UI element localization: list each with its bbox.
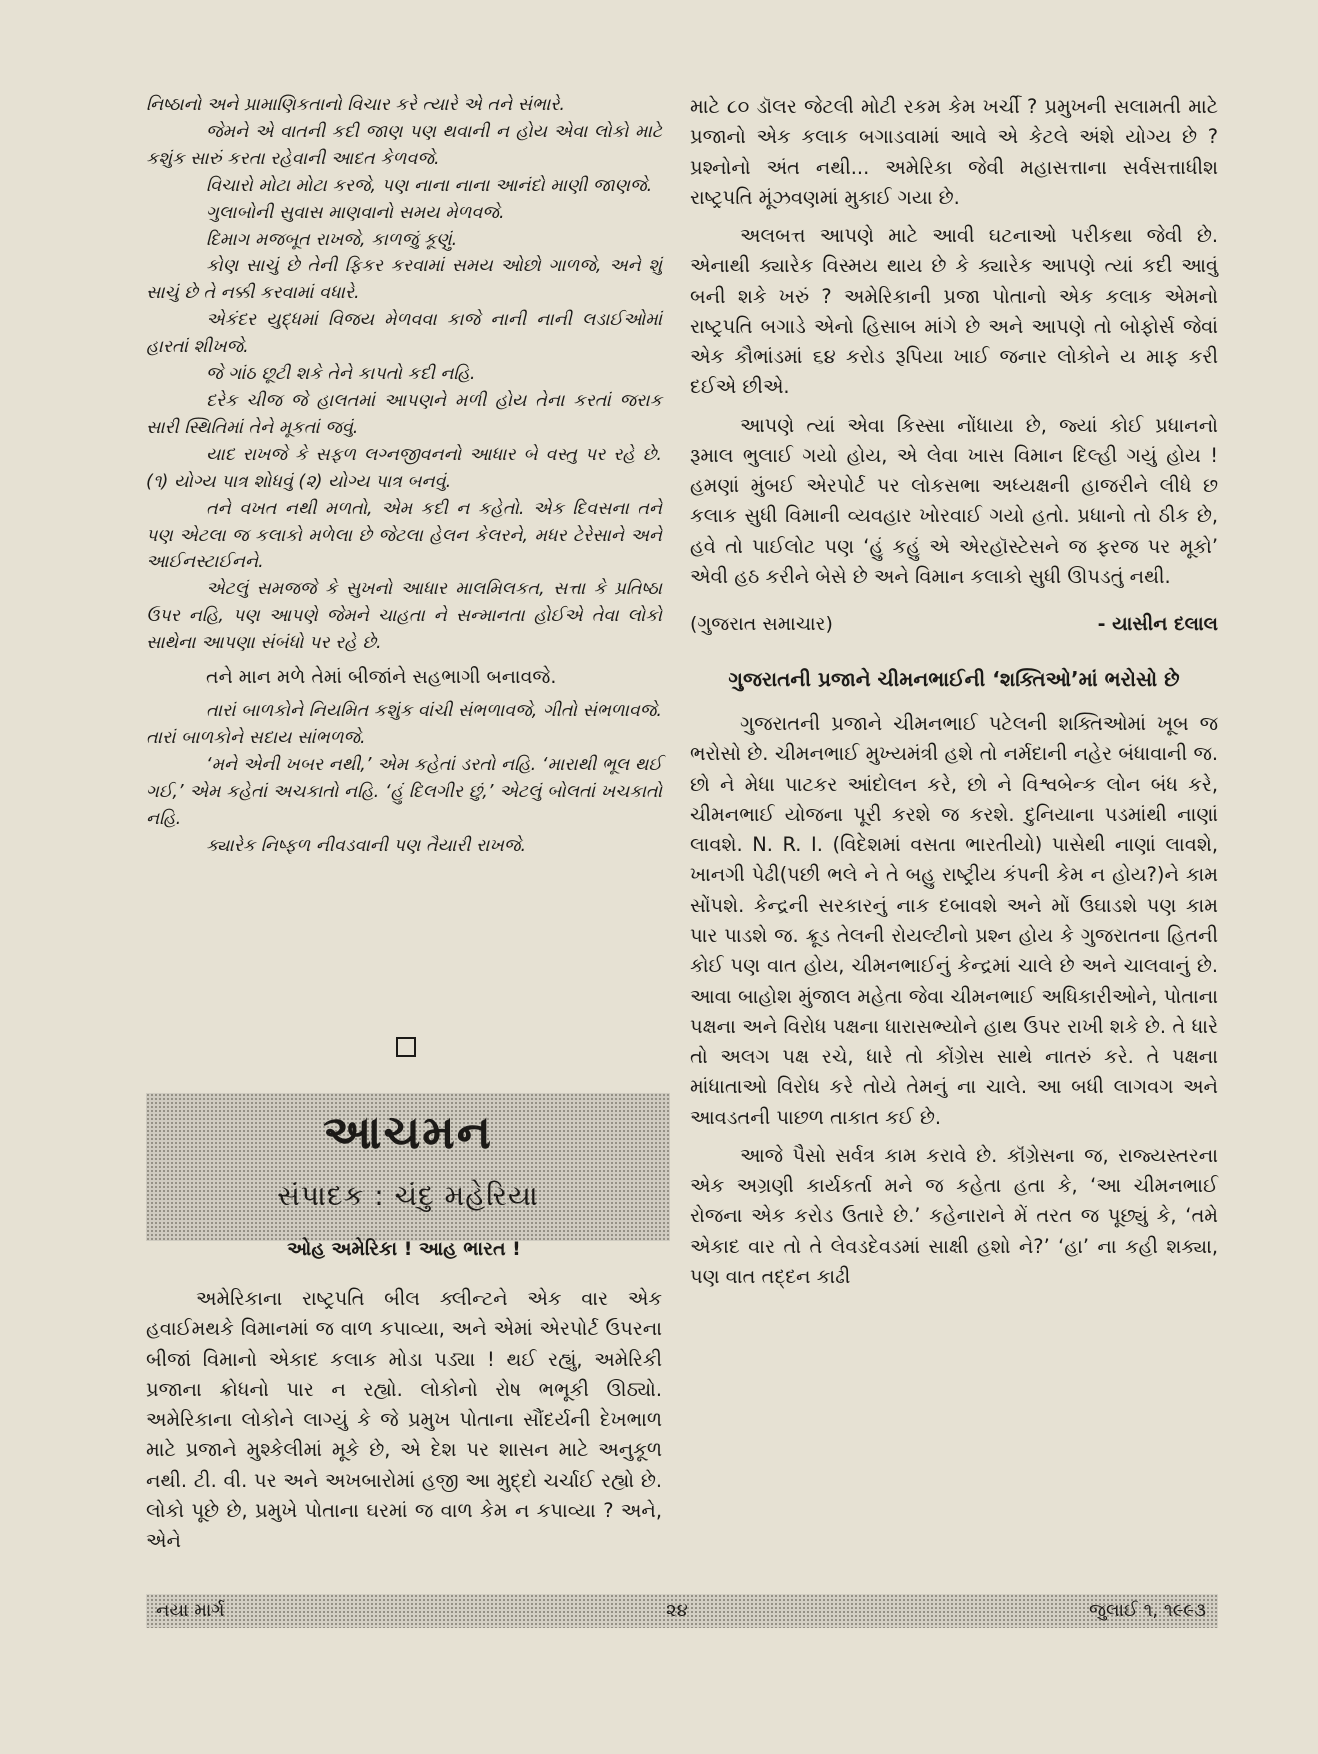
banner-title: આચમન bbox=[322, 1105, 494, 1159]
quote-line: તને વખત નથી મળતો, એમ કદી ન કહેતો. એક દિવસના તને પણ એટલા જ કલાકો મળેલા છે જેટલા હેલન કેલરને, મધર ટેરેસાને અને આઈનસ્ટાઈનને. bbox=[146, 498, 662, 573]
article-paragraph: આજે પૈસો સર્વત્ર કામ કરાવે છે. કૉંગ્રેસના જ, રાજ્યસ્તરના એક અગ્રણી કાર્યકર્તા મને જ કહેતા હતા કે, ‘આ ચીમનભાઈ રોજના એક કરોડ ઉતારે છે.’ કહેનારાને મેં તરત જ પૂછ્યું કે, ‘તમે એકાદ વાર તો તે લેવડદેવડમાં સાક્ષી હશો ને?’ ‘હા’ ના કહી શક્યા, પણ વાત તદ્દન કાઢી bbox=[690, 1143, 1218, 1288]
quote-line: એટલું સમજજે કે સુખનો આધાર માલમિલકત, સત્તા કે પ્રતિષ્ઠા ઉપર નહિ, પણ આપણે જેમને ચાહતા ને સન્માનતા હોઈએ તેવા લોકો સાથેના આપણા સંબંધો પર રહે છે. bbox=[146, 579, 662, 654]
article-paragraph: ગુજરાતની પ્રજાને ચીમનભાઈ પટેલની શક્તિઓમાં ખૂબ જ ભરોસો છે. ચીમનભાઈ મુખ્યમંત્રી હશે તો નર્મદાની નહેર બંધાવાની જ. છો ને મેધા પાટકર આંદોલન કરે, છો ને વિશ્વબેન્ક લોન બંધ કરે, ચીમનભાઈ યોજના પૂરી કરશે જ કરશે. દુનિયાના પડમાંથી નાણાં લાવશે. N. R. I. (વિદેશમાં વસતા ભારતીયો) પાસેથી નાણાં લાવશે, ખાનગી પેઢી(પછી ભલે ને તે બહુ રાષ્ટ્રીય કંપની કેમ ન હોય?)ને કામ સોંપશે. કેન્દ્રની સરકારનું નાક દબાવશે અને મોં ઉઘાડશે પણ કામ પાર પાડશે જ. ક્રૂડ તેલની રોયલ્ટીનો પ્રશ્ન હોય કે ગુજરાતના હિતની કોઈ પણ વાત હોય, ચીમનભાઈનું કેન્દ્રમાં ચાલે છે અને ચાલવાનું છે. આવા બાહોશ મુંજાલ મહેતા જેવા ચીમનભાઈ અધિકારીઓને, પોતાના પક્ષના અને વિરોધ પક્ષના ધારાસભ્યોને હાથ ઉપર રાખી શકે છે. તે ધારે તો અલગ પક્ષ રચે, ધારે તો કોંગ્રેસ સાથે નાતરું કરે. તે પક્ષના માંધાતાઓ વિરોધ કરે તોયે તેમનું ના ચાલે. આ બધી લાગવગ અને આવડતની પાછળ તાકાત કઈ છે. bbox=[690, 712, 1218, 1129]
quote-line: વિચારો મોટા મોટા કરજે, પણ નાના નાના આનંદો માણી જાણજે. bbox=[206, 175, 653, 196]
quote-line: દરેક ચીજ જે હાલતમાં આપણને મળી હોય તેના કરતાં જરાક સારી સ્થિતિમાં તેને મૂકતાં જવું. bbox=[146, 390, 662, 438]
quote-line: યાદ રાખજે કે સફળ લગ્નજીવનનો આધાર બે વસ્તુ પર રહે છે. (૧) યોગ્ય પાત્ર શોધવું (૨) યોગ્ય પાત્ર બનવું. bbox=[146, 444, 662, 492]
source-label: (ગુજરાત સમાચાર) bbox=[690, 613, 833, 636]
quote-line: ‘મને એની ખબર નથી,’ એમ કહેતાં ડરતો નહિ. ‘મારાથી ભૂલ થઈ ગઈ,’ એમ કહેતાં અચકાતો નહિ. ‘હું દિલગીર છું,’ એટલું બોલતાં ખચકાતો નહિ. bbox=[146, 754, 662, 829]
quote-line: ક્યારેક નિષ્ફળ નીવડવાની પણ તૈયારી રાખજે. bbox=[206, 835, 527, 856]
quote-line-plain: તને માન મળે તેમાં બીજાંને સહભાગી બનાવજે. bbox=[206, 666, 557, 689]
article-heading: ઓહ અમેરિકા ! આહ ભારત ! bbox=[287, 1238, 521, 1260]
end-mark-icon bbox=[396, 1037, 416, 1057]
article-paragraph: આપણે ત્યાં એવા કિસ્સા નોંધાયા છે, જ્યાં કોઈ પ્રધાનનો રૂમાલ ભુલાઈ ગયો હોય, એ લેવા ખાસ વિમાન દિલ્હી ગયું હોય ! હમણાં મુંબઈ એરપોર્ટ પર લોકસભા અધ્યક્ષની હાજરીને લીધે છ કલાક સુધી વિમાની વ્યવહાર ખોરવાઈ ગયો હતો. પ્રધાનો તો ઠીક છે, હવે તો પાઈલોટ પણ ‘હું કહું એ એરહૉસ્ટેસને જ ફરજ પર મૂકો’ એવી હઠ કરીને બેસે છે અને વિમાન કલાકો સુધી ઊપડતું નથી. bbox=[690, 413, 1218, 588]
article-left-text bbox=[146, 1284, 662, 1564]
banner-subtitle: સંપાદક : ચંદુ મહેરિયા bbox=[277, 1179, 539, 1212]
author-name: - યાસીન દલાલ bbox=[1097, 613, 1218, 636]
source-row bbox=[690, 610, 1218, 639]
quote-line: જે ગાંઠ છૂટી શકે તેને કાપતો કદી નહિ. bbox=[206, 364, 476, 385]
magazine-name: નયા માર્ગ bbox=[156, 1600, 225, 1621]
article-paragraph: અમેરિકાના રાષ્ટ્રપતિ બીલ ક્લીન્ટને એક વાર એક હવાઈમથકે વિમાનમાં જ વાળ કપાવ્યા, અને એમાં એરપોર્ટ ઉપરના બીજાં વિમાનો એકાદ કલાક મોડા પડ્યા ! થઈ રહ્યું, અમેરિકી પ્રજાના ક્રોધનો પાર ન રહ્યો. લોકોનો રોષ ભભૂકી ઊઠ્યો. અમેરિકાના લોકોને લાગ્યું કે જે પ્રમુખ પોતાના સૌંદર્યની દેખભાળ માટે પ્રજાને મુશ્કેલીમાં મૂકે છે, એ દેશ પર શાસન માટે અનુકૂળ નથી. ટી. વી. પર અને અખબારોમાં હજી આ મુદ્દો ચર્ચાઈ રહ્યો છે. લોકો પૂછે છે, પ્રમુખે પોતાના ઘરમાં જ વાળ કેમ ન કપાવ્યા ? અને, એને bbox=[146, 1287, 662, 1553]
quote-line: જેમને એ વાતની કદી જાણ પણ થવાની ન હોય એવા લોકો માટે કશુંક સારું કરતા રહેવાની આદત કેળવજે. bbox=[146, 121, 662, 169]
article-paragraph: અલબત્ત આપણે માટે આવી ઘટનાઓ પરીકથા જેવી છે. એનાથી ક્યારેક વિસ્મય થાય છે કે ક્યારેક આપણે ત્યાં કદી આવું બની શકે ખરું ? અમેરિકાની પ્રજા પોતાનો એક કલાક એમનો રાષ્ટ્રપતિ બગાડે એનો હિસાબ માંગે છે અને આપણે તો બોફોર્સ જેવાં એક કૌભાંડમાં ૬૪ કરોડ રૂપિયા ખાઈ જનાર લોકોને ય માફ કરી દઈએ છીએ. bbox=[690, 224, 1218, 399]
page-footer bbox=[146, 1594, 1218, 1628]
page-number: ૨૪ bbox=[666, 1600, 688, 1621]
quote-line: તારાં બાળકોને નિયમિત કશુંક વાંચી સંભળાવજે, ગીતો સંભળાવજે. તારાં બાળકોને સદાય સાંભળજે. bbox=[146, 701, 663, 748]
issue-date: જુલાઈ ૧, ૧૯૯૩ bbox=[1088, 1600, 1206, 1621]
quote-line: નિષ્ઠાનો અને પ્રામાણિકતાનો વિચાર કરે ત્યારે એ તને સંભારે. bbox=[146, 95, 565, 115]
quote-line: ગુલાબોની સુવાસ માણવાનો સમય મેળવજે. bbox=[206, 202, 505, 223]
section-banner bbox=[146, 1093, 670, 1241]
right-column bbox=[690, 92, 1218, 1300]
left-column bbox=[146, 92, 662, 860]
quote-line: કોણ સાચું છે તેની ફિકર કરવામાં સમય ઓછો ગાળજે, અને શું સાચું છે તે નક્કી કરવામાં વધારે. bbox=[146, 256, 662, 304]
article-paragraph: માટે ૮૦ ડૉલર જેટલી મોટી રકમ કેમ ખર્ચી ? પ્રમુખની સલામતી માટે પ્રજાનો એક કલાક બગાડવામાં આવે એ કેટલે અંશે યોગ્ય છે ? પ્રશ્નોનો અંત નથી... અમેરિકા જેવી મહાસત્તાના સર્વસત્તાધીશ રાષ્ટ્રપતિ મૂંઝવણમાં મુકાઈ ગયા છે. bbox=[690, 95, 1218, 209]
article-heading: ગુજરાતની પ્રજાને ચીમનભાઈની ‘શક્તિઓ’માં ભરોસો છે bbox=[728, 667, 1180, 692]
quote-line: એકંદર યુદ્ધમાં વિજય મેળવવા કાજે નાની નાની લડાઈઓમાં હારતાં શીખજે. bbox=[146, 310, 662, 358]
quote-line: દિમાગ મજબૂત રાખજે, કાળજું કૂણું. bbox=[206, 229, 458, 250]
